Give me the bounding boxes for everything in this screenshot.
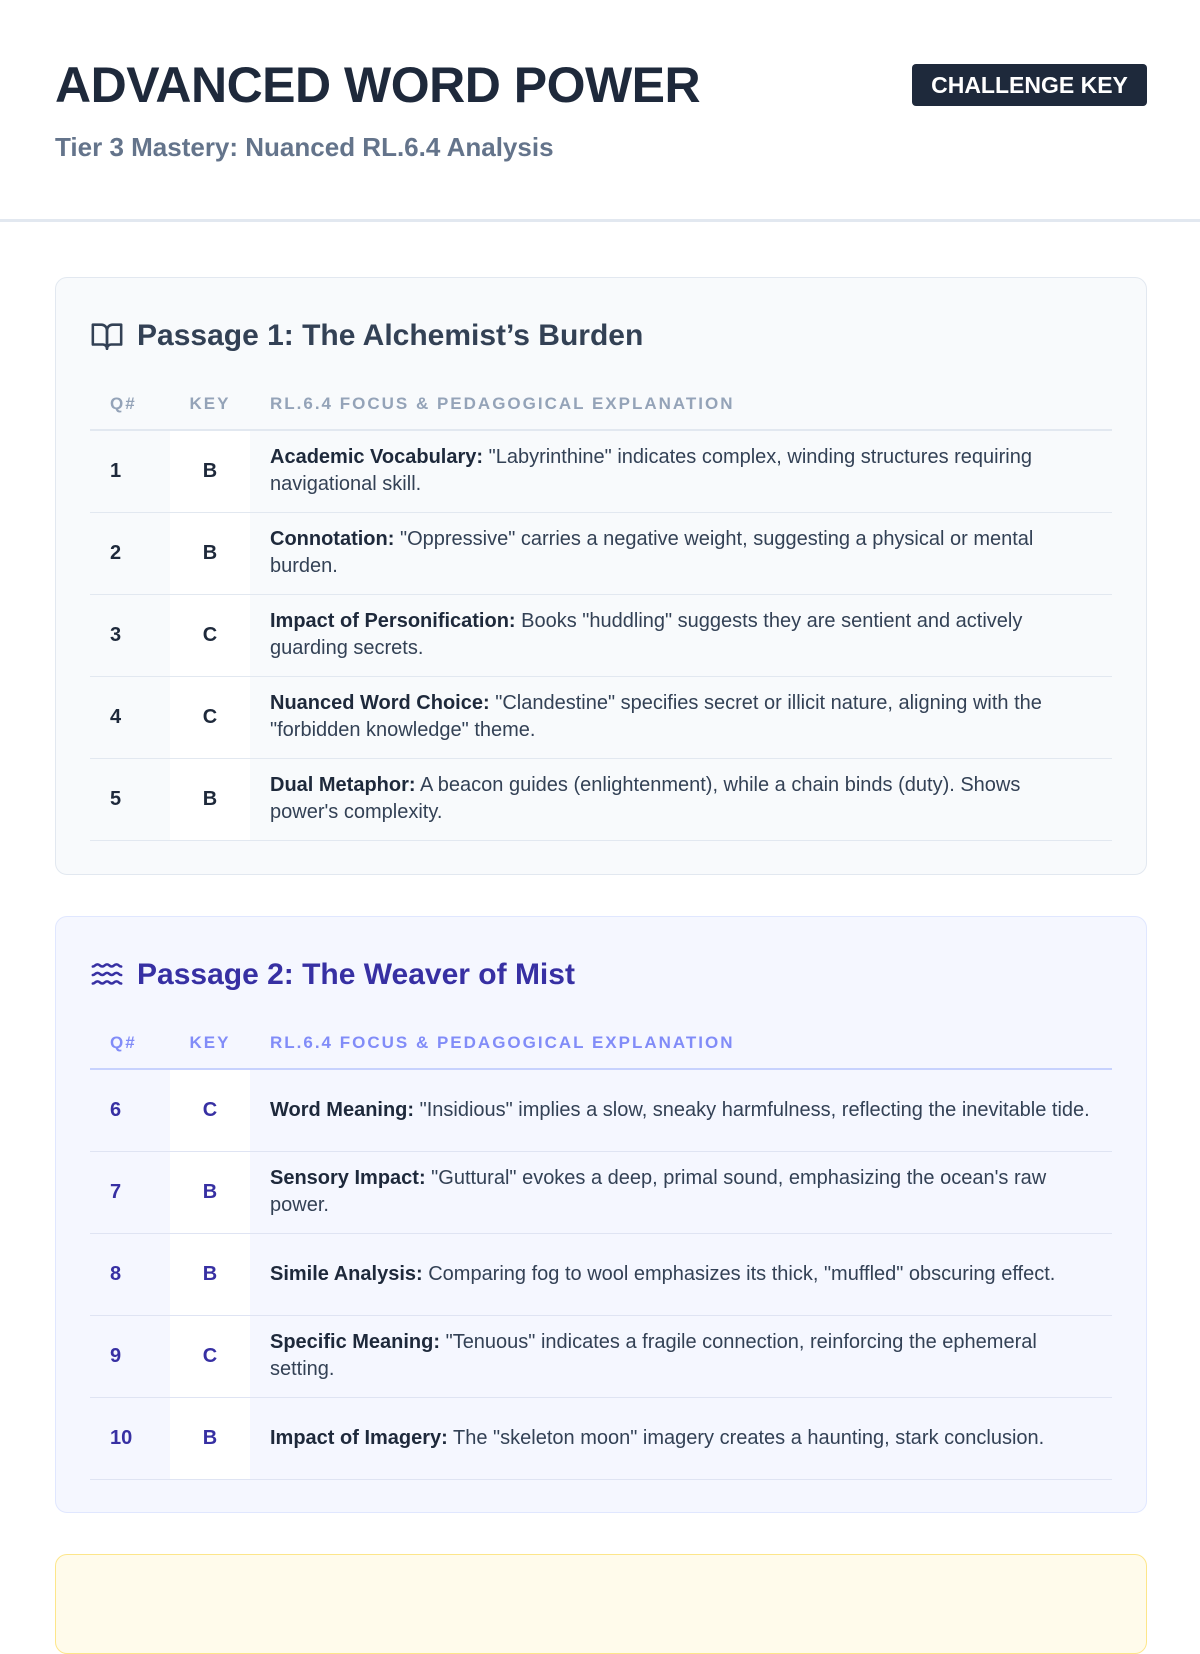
explanation-cell	[250, 676, 1112, 758]
explanation-text: The "skeleton moon" imagery creates a haunting, stark conclusion.	[447, 1426, 1045, 1449]
answer-key: B	[170, 1233, 250, 1315]
table-row	[90, 1397, 1112, 1479]
answer-key: B	[170, 1151, 250, 1233]
passage-1-header	[90, 316, 643, 356]
answer-key: B	[170, 1397, 250, 1479]
explanation-text: Books "huddling" suggests they are sentient and actively guarding secrets.	[270, 610, 1023, 659]
passage-2-title: Passage 2: The Weaver of Mist	[137, 958, 575, 991]
table-header-row	[90, 378, 1112, 430]
explanation-text: "Tenuous" indicates a fragile connection, reinforcing the ephemeral setting.	[270, 1331, 1037, 1380]
explanation-text: Comparing fog to wool emphasizes its thick, "muffled" obscuring effect.	[422, 1262, 1056, 1285]
column-header-q: Q#	[90, 378, 170, 430]
book-open-icon	[90, 319, 124, 353]
answer-key: C	[170, 594, 250, 676]
question-number: 9	[90, 1315, 170, 1397]
explanation-text: "Oppressive" carries a negative weight, suggesting a physical or mental burden.	[270, 528, 1034, 577]
explanation-text: "Labyrinthine" indicates complex, winding structures requiring navigational skill.	[270, 446, 1032, 496]
explanation-label: Academic Vocabulary:	[270, 446, 484, 469]
explanation-cell	[250, 758, 1112, 840]
waves-icon	[90, 958, 124, 992]
page-header	[0, 0, 1200, 222]
table-row	[90, 1315, 1112, 1397]
question-number: 10	[90, 1397, 170, 1479]
question-number: 4	[90, 676, 170, 758]
explanation-text: "Insidious" implies a slow, sneaky harmfulness, reflecting the inevitable tide.	[414, 1098, 1090, 1121]
column-header-q: Q#	[90, 1017, 170, 1069]
page-subtitle: Tier 3 Mastery: Nuanced RL.6.4 Analysis	[55, 132, 554, 162]
explanation-label: Simile Analysis:	[270, 1262, 423, 1285]
explanation-label: Sensory Impact:	[270, 1167, 426, 1189]
next-section-card	[55, 1554, 1147, 1654]
challenge-key-badge: CHALLENGE KEY	[912, 64, 1147, 106]
explanation-cell	[250, 1151, 1112, 1233]
question-number: 2	[90, 512, 170, 594]
table-row	[90, 1069, 1112, 1151]
table-row	[90, 512, 1112, 594]
table-row	[90, 1151, 1112, 1233]
answer-key: C	[170, 676, 250, 758]
explanation-cell	[250, 1315, 1112, 1397]
passage-1-card	[55, 277, 1147, 875]
table-row	[90, 676, 1112, 758]
passage-1-answer-table	[90, 378, 1112, 841]
answer-key: B	[170, 512, 250, 594]
explanation-label: Impact of Imagery:	[270, 1426, 448, 1449]
table-row	[90, 1233, 1112, 1315]
question-number: 6	[90, 1069, 170, 1151]
passage-2-answer-table	[90, 1017, 1112, 1480]
page-title: ADVANCED WORD POWER	[55, 57, 701, 113]
explanation-label: Dual Metaphor:	[270, 774, 416, 796]
explanation-text: "Clandestine" specifies secret or illicit nature, aligning with the "forbidden knowledge" theme.	[270, 692, 1042, 741]
explanation-label: Specific Meaning:	[270, 1331, 441, 1353]
explanation-text: "Guttural" evokes a deep, primal sound, emphasizing the ocean's raw power.	[270, 1167, 1047, 1216]
question-number: 8	[90, 1233, 170, 1315]
explanation-cell	[250, 1233, 1112, 1315]
table-row	[90, 758, 1112, 840]
explanation-cell	[250, 1397, 1112, 1479]
passage-1-rows	[90, 430, 1112, 840]
column-header-explanation: RL.6.4 FOCUS & PEDAGOGICAL EXPLANATION	[250, 378, 1112, 430]
passage-1-title: Passage 1: The Alchemist’s Burden	[137, 319, 644, 352]
passage-2-card	[55, 916, 1147, 1513]
explanation-cell	[250, 430, 1112, 512]
explanation-text: A beacon guides (enlightenment), while a chain binds (duty). Shows power's complexity.	[270, 774, 1021, 823]
table-header-row	[90, 1017, 1112, 1069]
question-number: 3	[90, 594, 170, 676]
question-number: 1	[90, 430, 170, 512]
answer-key: C	[170, 1315, 250, 1397]
question-number: 7	[90, 1151, 170, 1233]
column-header-key: KEY	[170, 1017, 250, 1069]
column-header-explanation: RL.6.4 FOCUS & PEDAGOGICAL EXPLANATION	[250, 1017, 1112, 1069]
explanation-label: Connotation:	[270, 528, 395, 550]
explanation-label: Word Meaning:	[270, 1098, 415, 1121]
explanation-cell	[250, 1069, 1112, 1151]
table-row	[90, 430, 1112, 512]
passage-2-header	[90, 955, 575, 995]
explanation-label: Impact of Personification:	[270, 610, 516, 632]
column-header-key: KEY	[170, 378, 250, 430]
answer-key: C	[170, 1069, 250, 1151]
explanation-label: Nuanced Word Choice:	[270, 692, 490, 714]
passage-2-rows	[90, 1069, 1112, 1479]
table-row	[90, 594, 1112, 676]
question-number: 5	[90, 758, 170, 840]
explanation-cell	[250, 512, 1112, 594]
explanation-cell	[250, 594, 1112, 676]
answer-key: B	[170, 758, 250, 840]
answer-key: B	[170, 430, 250, 512]
